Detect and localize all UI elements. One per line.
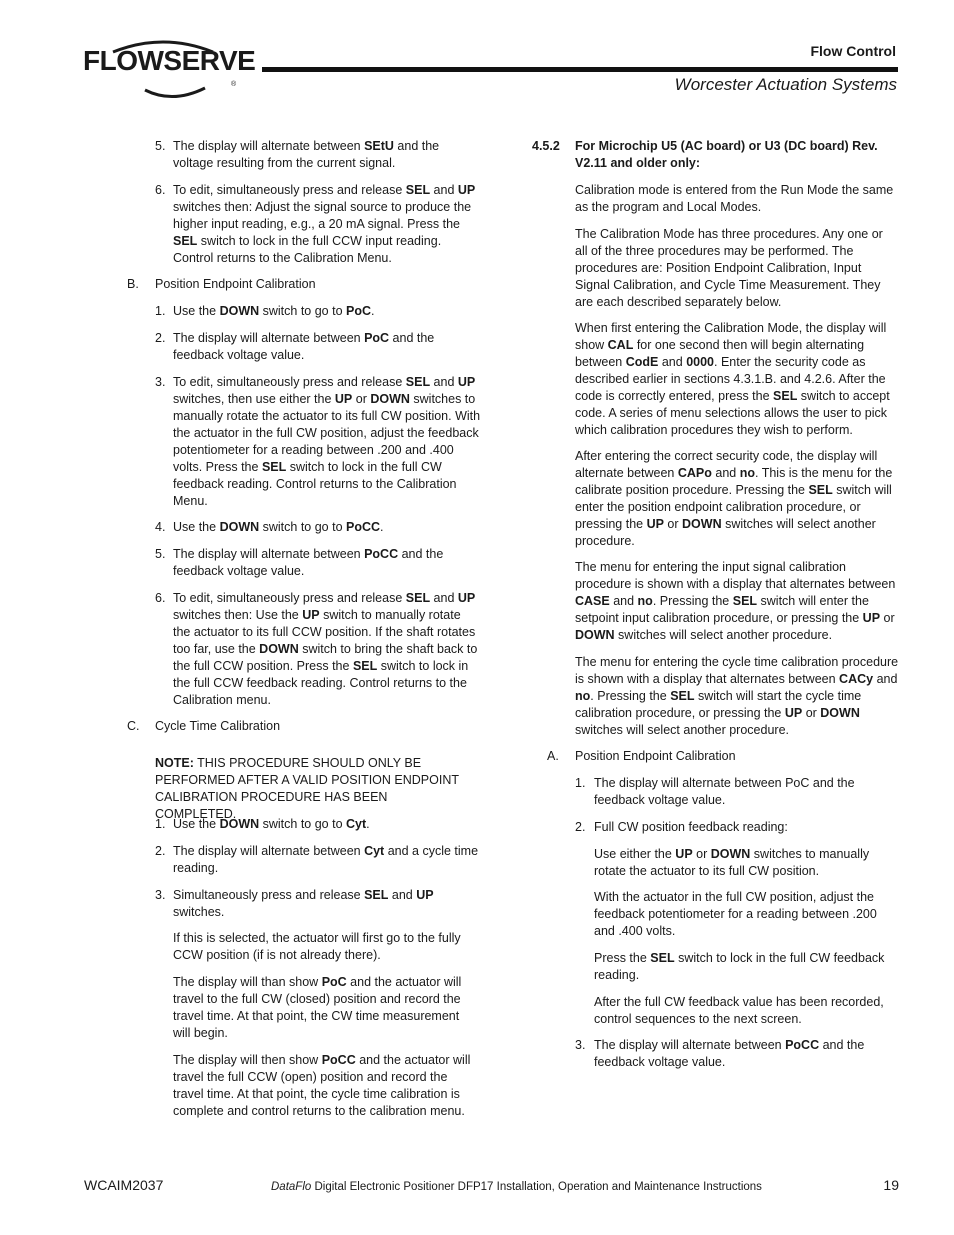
a-step-2-para-4: After the full CW feedback value has been recorded, control sequences to the next screen.: [594, 995, 884, 1026]
text-segment: or: [663, 517, 683, 531]
b-step-3-text: [173, 374, 481, 510]
text-segment: and: [430, 591, 458, 605]
text-segment: The menu for entering the cycle time calibration procedure is shown with a display that alternates between: [575, 655, 899, 686]
text-segment: and: [711, 466, 740, 480]
text-segment: and: [430, 183, 458, 197]
text-segment: and the voltage resulting from the current signal.: [173, 139, 440, 170]
flowserve-logo: [83, 38, 256, 100]
emphasis-term: UP: [416, 888, 434, 902]
text-segment: switch will start the cycle time calibration procedure, or pressing the: [575, 689, 862, 720]
emphasis-term: CACy: [839, 672, 874, 686]
text-segment: . Enter the security code as described earlier in sections 4.3.1.B. and 4.2.6. After the code is correctly entered, press the: [575, 355, 886, 403]
emphasis-term: SEL: [405, 375, 431, 389]
item-number: 2.: [575, 820, 586, 834]
text-segment: switches will select another procedure.: [575, 517, 876, 548]
a-step-2-text: Full CW position feedback reading:: [594, 820, 788, 834]
section-title: For Microchip U5 (AC board) or U3 (DC board) Rev. V2.11 and older only:: [575, 139, 878, 170]
text-segment: or: [880, 611, 895, 625]
text-segment: After entering the correct security code, the display will alternate between: [575, 449, 878, 480]
c-step-3-para-2: [173, 974, 473, 1042]
text-segment: switch to accept code. A series of menu selections allows the user to pick which calibration procedures they wish to perform.: [575, 389, 890, 437]
text-segment: and: [609, 594, 638, 608]
text-segment: switches then: Adjust the signal source to produce the higher input reading, e.g., a 20 mA signal. Press the: [173, 200, 472, 231]
emphasis-term: SEL: [364, 888, 389, 902]
emphasis-term: SEL: [773, 389, 798, 403]
section-number: 4.5.2: [532, 139, 560, 153]
text-segment: switch to go to: [259, 817, 346, 831]
text-segment: Use either the: [594, 847, 676, 861]
item-number: 2.: [155, 331, 166, 345]
text-segment: switch to lock in the full CW feedback reading.: [594, 951, 885, 982]
emphasis-term: PoCC: [364, 547, 399, 561]
page-number: 19: [883, 1177, 899, 1193]
logo-registered-mark: ®: [231, 81, 237, 88]
a-step-2-para-1: [594, 846, 889, 880]
emphasis-term: Cyt: [346, 817, 367, 831]
emphasis-term: DOWN: [682, 517, 722, 531]
section-a-title: Position Endpoint Calibration: [575, 749, 736, 763]
text-segment: switch will enter the position endpoint calibration procedure, or pressing the: [575, 483, 892, 531]
text-segment: switches.: [173, 905, 225, 919]
text-segment: switches then: Use the: [173, 608, 303, 622]
item-number: 3.: [155, 888, 166, 902]
item-number: 1.: [155, 817, 166, 831]
a-step-1-text: The display will alternate between PoC and the feedback voltage value.: [594, 776, 855, 807]
emphasis-term: SEL: [732, 594, 758, 608]
emphasis-term: UP: [457, 591, 476, 605]
text-segment: and the feedback voltage value.: [173, 547, 444, 578]
text-segment: switch to lock in the full CCW feedback reading. Control returns to the Calibration menu.: [173, 659, 469, 707]
emphasis-term: SEL: [261, 460, 287, 474]
para-1: Calibration mode is entered from the Run Mode the same as the program and Local Modes.: [575, 183, 894, 214]
text-segment: switch to go to: [259, 520, 346, 534]
emphasis-term: UP: [334, 392, 353, 406]
step-5-text: [173, 138, 478, 172]
text-segment: for one second then will begin alternating between: [575, 338, 865, 369]
emphasis-term: UP: [675, 847, 693, 861]
emphasis-term: UP: [302, 608, 320, 622]
emphasis-term: CAL: [607, 338, 634, 352]
b-step-6-text: [173, 590, 478, 709]
emphasis-term: DOWN: [219, 520, 260, 534]
text-segment: The display will alternate between: [173, 139, 365, 153]
c-step-3-para-1: If this is selected, the actuator will first go to the fully CCW position (if is not already there).: [173, 931, 461, 962]
item-number: 5.: [155, 139, 166, 153]
emphasis-term: DOWN: [219, 817, 260, 831]
header-rule: [262, 67, 898, 72]
item-number: 2.: [155, 844, 166, 858]
text-segment: The display will alternate between: [173, 331, 365, 345]
text-segment: The display will alternate between: [173, 844, 365, 858]
text-segment: switch to manually rotate the actuator to its full CCW position. If the shaft rotates too far, use the: [173, 608, 476, 656]
text-segment: . Pressing the: [590, 689, 671, 703]
emphasis-term: SEL: [405, 183, 431, 197]
text-segment: .: [371, 304, 375, 318]
text-segment: and the feedback voltage value.: [594, 1038, 865, 1069]
c-step-3-text: [173, 887, 478, 921]
emphasis-term: SEtU: [364, 139, 394, 153]
emphasis-term: DOWN: [710, 847, 751, 861]
emphasis-term: no: [637, 594, 653, 608]
emphasis-term: SEL: [405, 591, 431, 605]
emphasis-term: UP: [862, 611, 881, 625]
emphasis-term: SEL: [650, 951, 675, 965]
item-number: 5.: [155, 547, 166, 561]
text-segment: . Pressing the: [652, 594, 733, 608]
text-segment: The display will than show: [173, 975, 322, 989]
text-segment: Use the: [173, 817, 220, 831]
item-number: 1.: [575, 776, 586, 790]
a-step-2-para-3: [594, 950, 894, 984]
text-segment: switches, then use either the: [173, 392, 335, 406]
text-segment: .: [366, 817, 370, 831]
emphasis-term: PoC: [364, 331, 390, 345]
section-letter: B.: [127, 277, 139, 291]
text-segment: . This is the menu for the calibrate position procedure. Pressing the: [575, 466, 893, 497]
text-segment: and a cycle time reading.: [173, 844, 479, 875]
text-segment: or: [692, 847, 711, 861]
emphasis-term: no: [739, 466, 755, 480]
para-6: [575, 654, 900, 739]
text-segment: and the actuator will travel to the full CW (closed) position and record the travel time. At that point, the CW time measurement will begin.: [173, 975, 462, 1040]
text-segment: .: [380, 520, 384, 534]
text-segment: Use the: [173, 304, 220, 318]
item-number: 6.: [155, 591, 166, 605]
text-segment: and: [388, 888, 417, 902]
logo-wordmark: FLOWSERVE: [83, 45, 256, 76]
c-step-2-text: [173, 843, 481, 877]
b-step-5-text: [173, 546, 478, 580]
text-segment: switches to manually rotate the actuator to its full CW position. With the actuator in the full CW position, adjust the feedback potentiometer for a reading between .200 and .400 volts. Press the: [173, 392, 481, 474]
item-number: 6.: [155, 183, 166, 197]
a-step-3-text: [594, 1037, 874, 1071]
text-segment: The display will alternate between: [173, 547, 365, 561]
para-5: [575, 559, 900, 644]
text-segment: and: [430, 375, 458, 389]
item-number: 3.: [575, 1038, 586, 1052]
text-segment: To edit, simultaneously press and release: [173, 591, 406, 605]
b-step-1-text: [173, 303, 478, 320]
text-segment: THIS PROCEDURE SHOULD ONLY BE PERFORMED AFTER A VALID POSITION ENDPOINT CALIBRATION PROCEDURE HAS BEEN COMPLETED.: [155, 756, 459, 821]
emphasis-term: no: [575, 689, 591, 703]
emphasis-term: DOWN: [820, 706, 860, 720]
text-segment: switches will select another procedure.: [614, 628, 833, 642]
text-segment: and the feedback voltage value.: [173, 331, 435, 362]
emphasis-term: CASE: [575, 594, 610, 608]
text-segment: To edit, simultaneously press and release: [173, 375, 406, 389]
emphasis-term: Cyt: [364, 844, 385, 858]
company-label: Worcester Actuation Systems: [674, 75, 897, 94]
text-segment: To edit, simultaneously press and release: [173, 183, 406, 197]
emphasis-term: DOWN: [219, 304, 260, 318]
emphasis-term: SEL: [173, 234, 198, 248]
emphasis-term: 0000: [686, 355, 714, 369]
c-step-1-text: [173, 816, 478, 833]
text-segment: When first entering the Calibration Mode, the display will show: [575, 321, 887, 352]
item-number: 1.: [155, 304, 166, 318]
text-segment: Press the: [594, 951, 651, 965]
text-segment: and: [873, 672, 898, 686]
emphasis-term: CodE: [625, 355, 659, 369]
item-number: 4.: [155, 520, 166, 534]
emphasis-term: DOWN: [259, 642, 299, 656]
emphasis-term: PoCC: [346, 520, 381, 534]
text-segment: Use the: [173, 520, 220, 534]
emphasis-term: NOTE:: [155, 756, 194, 770]
para-2: The Calibration Mode has three procedures. Any one or all of the three procedures may be performed. The procedures are: Position Endpoint Calibration, Input Signal Calibration, and Cycle Time Measurement. They are each described separately below.: [575, 227, 883, 309]
text-segment: switches will select another procedure.: [575, 723, 789, 737]
a-step-2-para-2: With the actuator in the full CW position, adjust the feedback potentiometer for a reading between .200 and .400 volts.: [594, 890, 877, 938]
emphasis-term: UP: [457, 183, 476, 197]
emphasis-term: SEL: [670, 689, 695, 703]
emphasis-term: UP: [457, 375, 476, 389]
b-step-4-text: [173, 519, 478, 536]
text-segment: The display will then show: [173, 1053, 322, 1067]
para-3: [575, 320, 897, 439]
section-letter: A.: [547, 749, 559, 763]
text-segment: The display will alternate between: [594, 1038, 786, 1052]
text-segment: Simultaneously press and release: [173, 888, 365, 902]
text-segment: or: [352, 392, 371, 406]
document-title-rest: Digital Electronic Positioner DFP17 Installation, Operation and Maintenance Instructions: [311, 1181, 762, 1193]
emphasis-term: UP: [784, 706, 803, 720]
para-4: [575, 448, 900, 550]
text-segment: switch to go to: [259, 304, 346, 318]
b-step-2-text: [173, 330, 478, 364]
text-segment: switches to manually rotate the actuator to its full CW position.: [594, 847, 870, 878]
emphasis-term: PoC: [346, 304, 371, 318]
emphasis-term: SEL: [808, 483, 833, 497]
emphasis-term: DOWN: [370, 392, 410, 406]
text-segment: The menu for entering the input signal calibration procedure is shown with a display that alternates between: [575, 560, 896, 591]
document-title: [271, 1179, 762, 1196]
item-number: 3.: [155, 375, 166, 389]
text-segment: switch to bring the shaft back to the full CCW position. Press the: [173, 642, 478, 673]
division-label: Flow Control: [810, 43, 896, 59]
text-segment: switch to lock in the full CCW input reading. Control returns to the Calibration Menu.: [173, 234, 442, 265]
product-name: DataFlo: [271, 1181, 312, 1193]
emphasis-term: DOWN: [575, 628, 615, 642]
document-code: WCAIM2037: [84, 1177, 164, 1193]
c-step-3-para-3: [173, 1052, 478, 1120]
section-c-title: Cycle Time Calibration: [155, 719, 281, 733]
emphasis-term: PoCC: [321, 1053, 356, 1067]
text-segment: switch will enter the setpoint input calibration procedure, or pressing the: [575, 594, 869, 625]
text-segment: or: [802, 706, 821, 720]
section-letter: C.: [127, 719, 140, 733]
emphasis-term: CAPo: [677, 466, 712, 480]
text-segment: switch to lock in the full CW feedback reading. Control returns to the Calibration Menu.: [173, 460, 457, 508]
emphasis-term: SEL: [352, 659, 378, 673]
text-segment: and the actuator will travel the full CCW (open) position and record the travel time. At that point, the cycle time calibration is complete and control returns to the calibration menu.: [173, 1053, 471, 1118]
emphasis-term: PoC: [321, 975, 347, 989]
emphasis-term: UP: [646, 517, 664, 531]
note-text: [155, 755, 460, 823]
emphasis-term: PoCC: [785, 1038, 820, 1052]
text-segment: and: [658, 355, 687, 369]
section-b-title: Position Endpoint Calibration: [155, 277, 316, 291]
step-6-text: [173, 182, 478, 267]
